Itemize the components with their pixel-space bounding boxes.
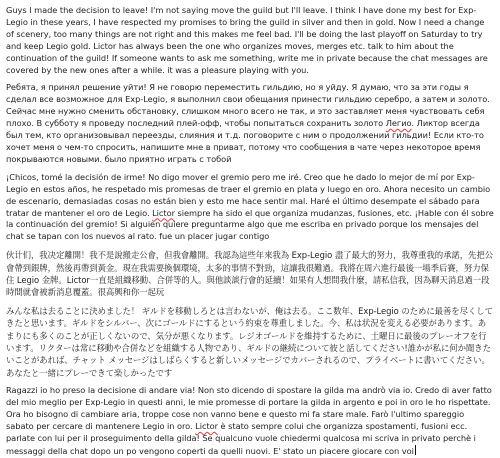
text-cursor-caret — [415, 445, 416, 455]
paragraph-russian[interactable] — [6, 82, 494, 165]
text-segment: siempre ha sido el que organiza mudanzas, fusiones, etc. ¡Hable con él sobre la continuación del gremio! Si alguien quiere preguntarme algo que me escriba en privado porque los mensajes del chat se tapan con los nuevos al rato. fue un placer jugar contigo — [6, 207, 494, 242]
paragraph-japanese[interactable] — [6, 305, 494, 379]
misspelled-word[interactable]: Легио — [385, 118, 412, 129]
text-segment: Guys I made the decision to leave! I'm not saying move the guild but I'll leave. I think I have done my best for Exp-Legio in these years, I have respected my promises to bring the guild in silver and then in gold. Now I need a change of scenery, too many things are not right and this makes me feel bad. I'll be doing the last playoff on Saturday to try and keep Legio gold. Lictor has always been the one who organizes moves, merges etc. talk to him about the continuation of the guild! If someone wants to ask me something, write me in private because the chat messages are covered by the new ones after a while. it was a pleasure playing with you. — [6, 5, 488, 75]
text-segment: . Ликтор всегда был тем, кто организовывал переезды, слияния и т.д. поговорите с ним о продолжении гильдии! Если кто-то хочет меня о чем-то спросить, напишите мне в приват, потому что сообщения в чате через некоторое время покрываются новыми. было приятно играть с тобой — [6, 118, 484, 164]
text-segment: è stato sempre colui che organizza spostamenti, fusioni ecc. parlate con lui per il proseguimento della gilda! Se qualcuno vuole chiedermi qualcosa mi scriva in privato perchè i messaggi della chat dopo un po vengono coperti da quelli nuovi. E' stato un piacere giocare con voi — [6, 421, 476, 456]
text-segment: みんな私は去ることに決めました！ ギルドを移動しろとは言わないが、俺は去る。ここ数年、Exp-Legio のために最善を尽くしてきたと思います。ギルドをシルバー、次にゴールドにするという約束を尊重しました。今、私は状況を変える必要があります。あまりにも多くのことが正しくないので、気分が悪くなります。レジオゴールドを維持するために、土曜日に最後のプレーオフを行います。リクターは常に移動や合併などを組織する人物であり、ギルドの継続について彼と話してください!誰かが私に何か聞きたいことがあれば、チャット メッセージはしばらくすると新しいメッセージでカバーされるので、プライベートに書いてください。あなたと一緒にプレーできて楽しかったです — [6, 305, 493, 378]
paragraph-english[interactable] — [6, 5, 494, 76]
text-segment: Ragazzi io ho preso la decisione di andare via! Non sto dicendo di spostare la gilda ma andrò via io. Credo di aver fatto del mio meglio per Exp-Legio in questi anni, le mie promesse di portare la gilda in argento e poi in oro le ho rispettate. Ora ho bisogno di cambiare aria, troppe cose non vanno bene e questo mi fa stare male. Farò l'ultimo spareggio sabato per cercare di mantenere Legio in oro. — [6, 385, 492, 431]
paragraph-spanish[interactable] — [6, 172, 494, 243]
misspelled-word[interactable]: Lictor — [152, 207, 175, 218]
paragraph-italian[interactable] — [6, 385, 494, 457]
text-segment: Ребята, я принял решение уйти! Я не говорю переместить гильдию, но я уйду. Я думаю, что за эти годы я сделал все возможное для Exp-Legio, я выполнил свои обещания принести гильдию серебро, а затем и золото. Сейчас мне нужно сменить обстановку, слишком много всего не так, и это заставляет меня чувствовать себя плохо. В субботу я проведу последний плей-офф, чтобы попытаться сохранить золото — [6, 82, 490, 129]
text-segment: 伙计们，我决定離開！我不是說搬走公會，但我會離開。我認為這些年來我為 Exp-Legio 盡了最大的努力，我尊重我的承諾，先把公會帶到銀牌，然後再帶到黃金。現在我需要換個環境，太多的事情不對勁，這讓我很難過。我將在周六進行最後一場季后賽，努力保住 Legio 金牌。Lictor一直是組織移動、合併等的人。與他談談行會的延續！如果有人想問我什麼，請私信我，因為聊天消息過一段時間就會被新消息覆蓋。很高興和你一起玩 — [6, 250, 494, 298]
text-segment: ¡Chicos, tomé la decisión de irme! No digo mover el gremio pero me iré. Creo que he dado lo mejor de mí por Exp-Legio en estos años, he respetado mis promesas de traer el gremio en plata y luego en oro. Ahora necesito un cambio de escenario, demasiadas cosas no están bien y esto me hace sentir mal. Haré el último desempate el sábado para tratar de mantener el oro de Legio. — [6, 171, 491, 218]
misspelled-word[interactable]: Lictor — [195, 421, 218, 431]
paragraph-chinese[interactable] — [6, 249, 494, 299]
